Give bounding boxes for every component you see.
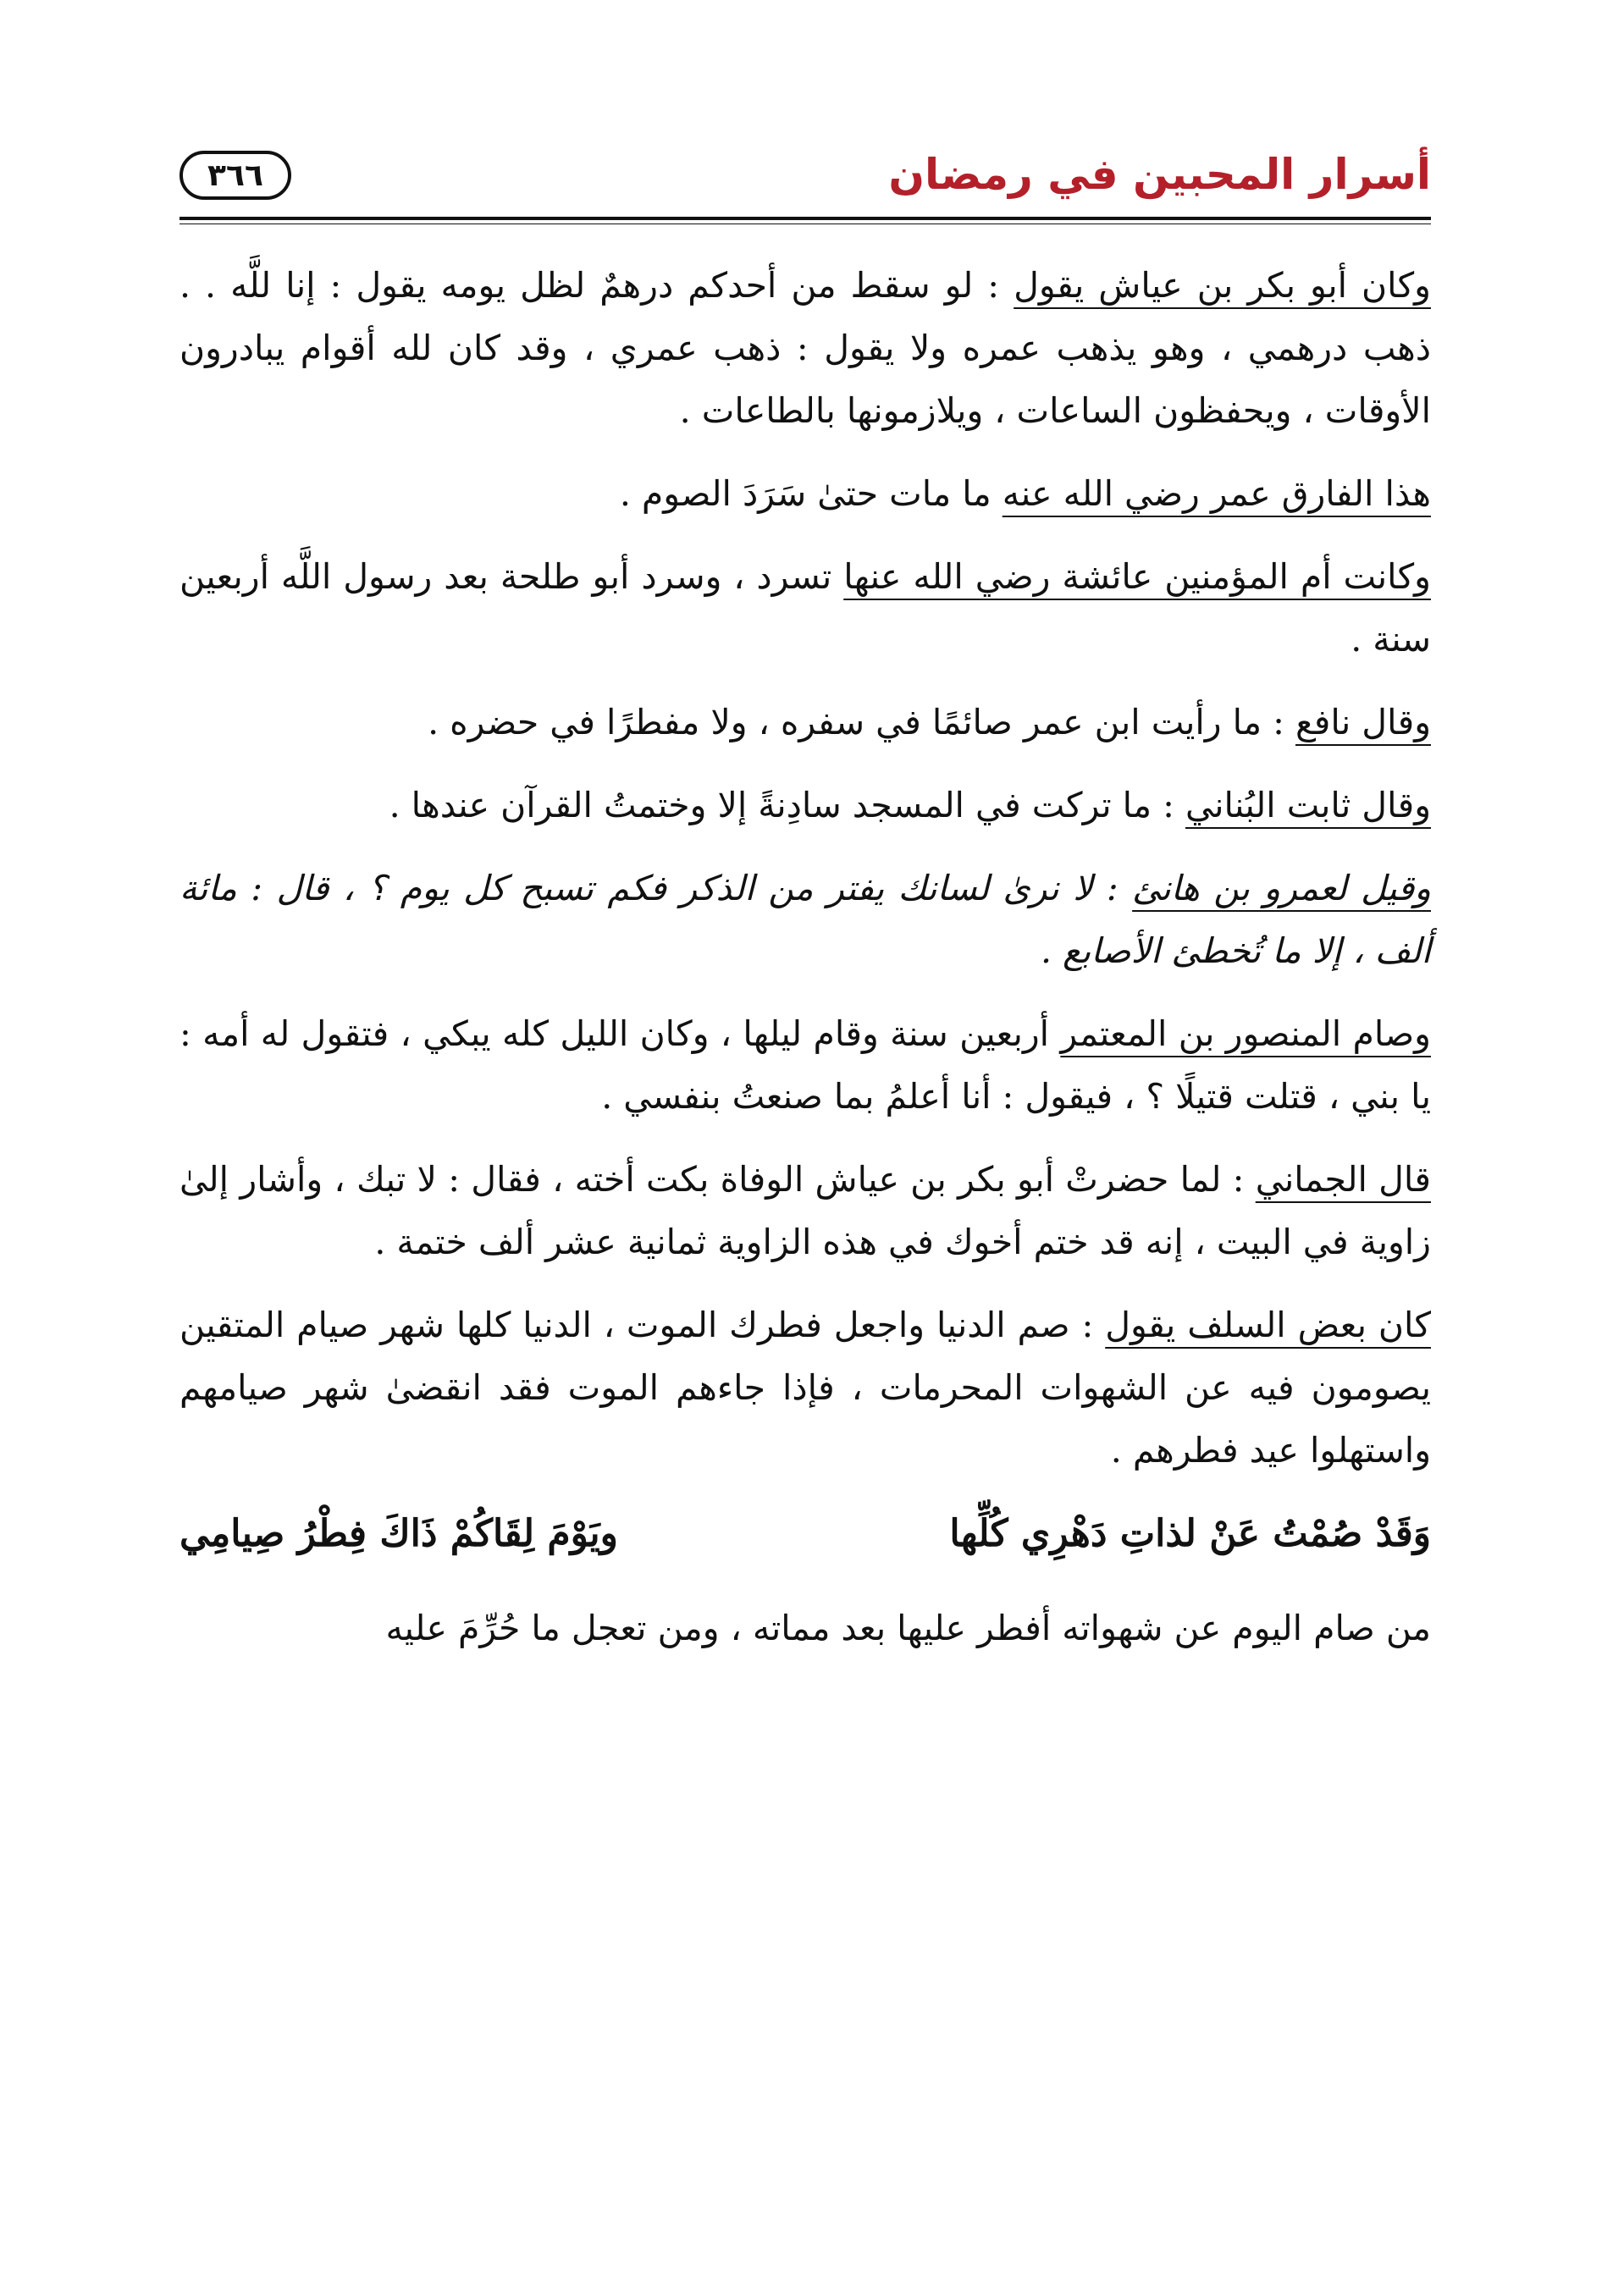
paragraph-text: من صام اليوم عن شهواته أفطر عليها بعد مماته ، ومن تعجل ما حُرِّمَ عليه (385, 1608, 1431, 1648)
paragraph-text: : لو سقط من أحدكم درهمٌ لظل يومه يقول : إنا للَّه . . ذهب درهمي ، وهو يذهب عمره ولا يقول : ذهب عمري ، وقد كان لله أقوام يبادرون الأوقات ، ويحفظون الساعات ، ويلازمونها بالطاعات . (180, 265, 1431, 431)
paragraph-text: : لا نرىٰ لسانك يفتر من الذكر فكم تسبح كل يوم ؟ ، قال : مائة ألف ، إلا ما تُخطئ الأصابع . (180, 868, 1431, 971)
paragraph-aisha (180, 545, 1431, 671)
paragraph-text: تسرد ، وسرد أبو طلحة بعد رسول اللَّه أربعين سنة . (180, 556, 1431, 660)
paragraph-lead: قال الجماني (1255, 1159, 1431, 1200)
paragraph-abu-bakr (180, 254, 1431, 442)
paragraph-lead: وقيل لعمرو بن هانئ (1132, 868, 1431, 908)
paragraph-lead: هذا الفارق عمر رضي الله عنه (1002, 473, 1431, 514)
paragraph-jammani (180, 1148, 1431, 1273)
paragraph-umar (180, 462, 1431, 525)
page-body (180, 254, 1431, 1680)
paragraph-text: ما مات حتىٰ سَرَدَ الصوم . (619, 473, 1003, 514)
poem-verse (180, 1502, 1431, 1566)
poem-second-hemistich: ويَوْمَ لِقَاكُمْ ذَاكَ فِطْرُ صِيامِي (180, 1512, 618, 1555)
paragraph-mansur (180, 1002, 1431, 1128)
poem-first-hemistich: وَقَدْ صُمْتُ عَنْ لذاتِ دَهْرِي كُلِّها (949, 1512, 1431, 1555)
paragraph-thabit (180, 774, 1431, 836)
paragraph-lead: وقال ثابت البُناني (1185, 785, 1431, 825)
paragraph-text: : ما رأيت ابن عمر صائمًا في سفره ، ولا مفطرًا في حضره . (428, 702, 1295, 742)
page-header (180, 135, 1431, 229)
book-title: أسرار المحبين في رمضان (888, 150, 1431, 199)
paragraph-nafi (180, 691, 1431, 753)
paragraph-lead: وكان أبو بكر بن عياش يقول (1014, 265, 1431, 306)
paragraph-lead: وصام المنصور بن المعتمر (1060, 1013, 1431, 1054)
paragraph-closing (180, 1597, 1431, 1659)
paragraph-lead: كان بعض السلف يقول (1105, 1305, 1431, 1345)
paragraph-text: أربعين سنة وقام ليلها ، وكان الليل كله يبكي ، فتقول له أمه : يا بني ، قتلت قتيلًا ؟ ، فيقول : أنا أعلمُ بما صنعتُ بنفسي . (180, 1013, 1431, 1117)
paragraph-text: : لما حضرتْ أبو بكر بن عياش الوفاة بكت أخته ، فقال : لا تبك ، وأشار إلىٰ زاوية في البيت ، إنه قد ختم أخوك في هذه الزاوية ثمانية عشر ألف ختمة . (180, 1159, 1431, 1262)
paragraph-text: : ما تركت في المسجد سادِنةً إلا وختمتُ القرآن عندها . (389, 785, 1185, 825)
page-number: ٣٦٦ (180, 151, 291, 200)
paragraph-lead: وقال نافع (1295, 702, 1431, 742)
paragraph-lead: وكانت أم المؤمنين عائشة رضي الله عنها (843, 556, 1431, 597)
paragraph-amr (180, 857, 1431, 982)
paragraph-salaf (180, 1294, 1431, 1482)
paragraph-text: : صم الدنيا واجعل فطرك الموت ، الدنيا كلها شهر صيام المتقين يصومون فيه عن الشهوات المحرمات ، فإذا جاءهم الموت فقد انقضىٰ شهر صيامهم واستهلوا عيد فطرهم . (180, 1305, 1431, 1471)
header-rule-thick (180, 217, 1431, 220)
